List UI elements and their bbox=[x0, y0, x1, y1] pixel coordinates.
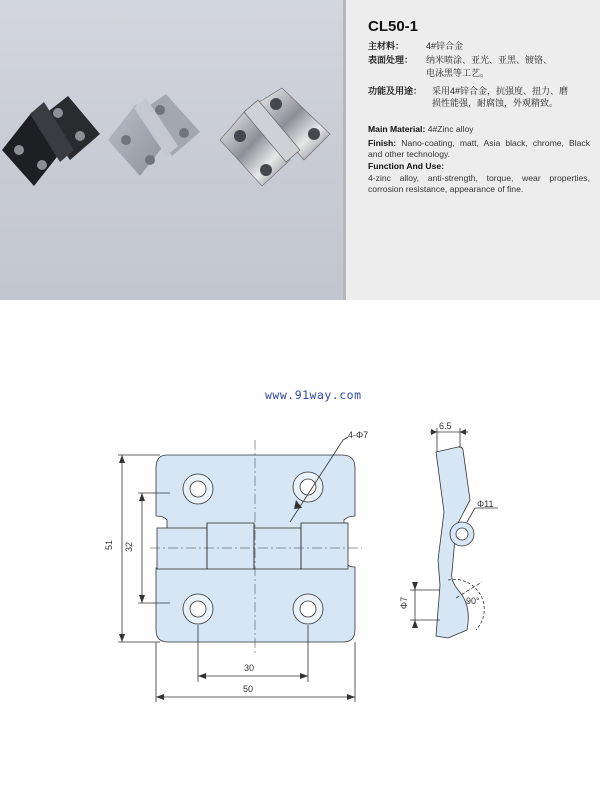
cn-material-label: 主材料： bbox=[368, 41, 405, 51]
function-value: 4-zinc alloy, anti-strength, torque, wear properties, corrosion resistance, appearance of fine. bbox=[368, 173, 590, 194]
side-hole-dim: Φ7 bbox=[399, 596, 410, 610]
hole-top-right bbox=[293, 472, 323, 502]
cn-function-line1: 采用4#锌合金，抗强度、扭力、磨 bbox=[432, 86, 569, 96]
height-leaf-dim: 32 bbox=[124, 541, 135, 553]
width-total-dim: 50 bbox=[243, 684, 254, 694]
hole-bottom-left bbox=[183, 594, 213, 624]
knuckle-2 bbox=[207, 523, 254, 569]
watermark: www.91way.com bbox=[265, 388, 362, 402]
cn-material-value: 4#锌合金 bbox=[426, 41, 464, 51]
knuckle-1 bbox=[157, 528, 207, 569]
model-title: CL50-1 bbox=[368, 18, 419, 35]
finish-label: Finish: bbox=[368, 138, 397, 148]
cn-function-line2: 损性能强，耐腐蚀，外观精致。 bbox=[432, 98, 559, 108]
main-material-label: Main Material: bbox=[368, 124, 426, 134]
cn-function-label: 功能及用途： bbox=[368, 86, 423, 96]
pin-diameter-dim: Φ11 bbox=[477, 499, 494, 509]
hole-pitch-dim: 30 bbox=[244, 663, 255, 673]
knuckle-3 bbox=[254, 528, 301, 569]
function-label: Function And Use: bbox=[368, 161, 445, 171]
finish-value: Nano-coating, matt, Asia black, chrome, Black and other technology. bbox=[368, 138, 590, 159]
main-material-value: 4#Zinc alloy bbox=[427, 124, 474, 134]
knuckle-4 bbox=[301, 523, 348, 569]
height-total-dim: 51 bbox=[104, 539, 115, 551]
cn-finish-line2: 电泳黑等工艺。 bbox=[426, 68, 490, 78]
hole-top-left bbox=[183, 474, 213, 504]
hole-bottom-right bbox=[293, 594, 323, 624]
cn-finish-line1: 纳米喷涂、亚光、亚黑、镀铬、 bbox=[426, 55, 553, 65]
cn-finish-label: 表面处理： bbox=[368, 55, 414, 65]
thickness-dim: 6.5 bbox=[439, 421, 452, 431]
rotation-angle-dim: 90° bbox=[466, 596, 480, 606]
hole-callout: 4-Φ7 bbox=[348, 430, 369, 440]
